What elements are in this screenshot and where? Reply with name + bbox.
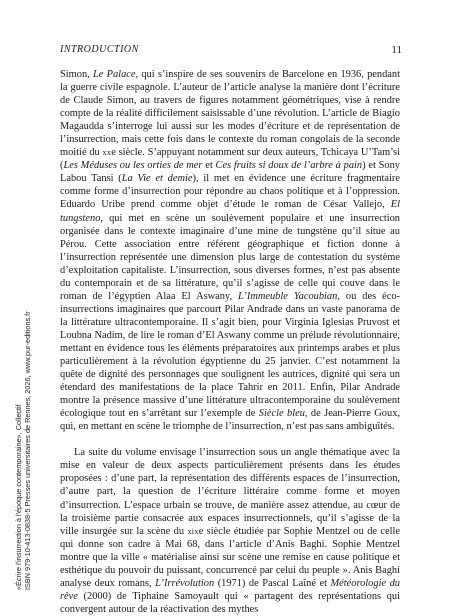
work-title-les-meduses: Les Méduses ou les orties de mer: [63, 160, 203, 172]
work-title-ces-fruits: Ces fruits si doux de l’arbre à pain: [215, 160, 363, 172]
running-head-title: INTRODUCTION: [60, 44, 139, 55]
text-span: , qui s’inspire de ses souvenirs de Barcelone en 1936, pendant la guerre civile espagnole. L’auteur de l’article analyse la manière dont l’écriture de Claude Simon, au travers de figures notamment géométriques, vise à rendre compte de la réalité difficilement saisissable d’une révolution. L’article de Biagio Magaudda s’interroge lui aussi sur les modes d’écriture et de représentation de l’insurrection, mais cette fois dans le contexte du roman congolais de la seconde moitié du: [60, 69, 400, 159]
century-numeral: xx: [102, 148, 112, 158]
paragraph-2: [60, 446, 400, 616]
text-span: , qui met en scène un soulèvement populaire et une insurrection organisée dans le contexte imaginaire d’une mine de tungstène qu’il situe au Pérou. Cette association entre référent géographique et fiction donne à l’insurrection représentée une dimension plus large de contestation du système d’exploitation capitaliste. L’insurrection, sous diverses formes, n’est pas absente du contemporain et de sa littérature, qu’il s’agisse de celle qui couve dans le roman de l’égyptien Alaa El Aswany,: [60, 212, 400, 302]
work-title-el-tungsteno: El tungsteno: [60, 199, 400, 224]
work-title-le-palace: Le Palace: [93, 69, 136, 80]
work-title-irrevolution: L’Irrévolution: [155, 577, 215, 589]
running-head: [60, 44, 400, 58]
century-numeral: xix: [187, 526, 199, 536]
text-span: (2000) de Tiphaine Samoyault qui « partagent des représentations qui convergent autour de la réactivation des mythes: [60, 590, 400, 615]
text-span: ), il met en évidence une écriture fragmentaire comme forme d’insurrection pour répondre au chaos politique et à l’oppression. Eduardo Uribe prend comme objet d’étude le roman de César Vallejo,: [60, 173, 400, 211]
body-text: [60, 68, 400, 616]
text-span: (1971) de Pascal Laîné et: [214, 577, 331, 589]
work-title-siecle-bleu: Siècle bleu: [258, 408, 305, 420]
work-title-immeuble-yacoubian: L’Immeuble Yacoubian: [238, 290, 338, 302]
text-span: Simon,: [60, 69, 93, 80]
work-title-meteorologie-du-reve: Météorologie du rêve: [60, 577, 400, 602]
text-span: et: [202, 160, 216, 172]
page-number: 11: [391, 44, 402, 56]
text-span: e siècle étudiée par Sophie Mentzel ou de celle qui donne son cadre à Mai 68, dans l’article d’Anis Baghi. Sophie Mentzel montre que la ville « matérialise ainsi sur scène une remise en cause politique et esthétique du pouvoir du puissant, concurrencé par celui du peuple ». Anis Baghi analyse deux romans,: [60, 525, 401, 589]
text-span: , ou des éco-insurrections imaginaires que parcourt Pilar Andrade dans un vaste panorama de la littérature ultracontemporaine. Il s’agit bien, pour Virginia Iglesias Pruvost et Loubna Nadim, de lire le roman d’El Aswany comme un prélude révolutionnaire, mettant en évidence tous les éléments préparatoires aux printemps arabes et plus particulièrement à la révolution égyptienne du 25 janvier. C’est notamment la quête de dignité des personnages que soulignent les autrices, dignité qui sera un étendard des manifestations de la place Tahrir en 2011. Enfin, Pilar Andrade montre la présence massive d’une littérature ultracontemporaine du soulèvement écologique tout en s’arrêtant sur l’exemple de: [60, 290, 400, 420]
copyright-sidebar: [0, 0, 32, 609]
paragraph-1: [60, 68, 400, 433]
work-title-la-vie-et-demie: La Vie et demie: [121, 173, 193, 185]
text-span: La suite du volume envisage l’insurrection sous un angle thématique avec la mise en valeur de deux aspects particulièrement présents dans les études proposées : d’une part, la représentation des différents espaces de l’insurrection, d’autre part, la question de l’écriture littéraire comme forme et moyen d’insurrection. L’espace urbain se trouve, de manière assez attendue, au cœur de la troisième partie consacrée aux espaces insurrectionnels, qu’il s’agisse de la ville insurgée sur la scène du: [60, 447, 400, 537]
text-span: e siècle. S’appuyant notamment sur deux auteurs, Tchicaya U’Tam’si (: [60, 147, 400, 172]
text-span: , de Jean-Pierre Goux, qui, en mettant en scène le triomphe de l’insurrection, n’est pas sans ambiguïtés.: [60, 408, 400, 433]
copyright-notice: [14, 311, 32, 590]
copyright-line-1: «Écrire l'insurrection à l'époque contemporaine», Collectif: [14, 404, 23, 590]
copyright-line-2: ISBN 979-10-413-0838-5 Presses universitaires de Rennes, 2026, www.pur-editions.fr: [23, 311, 32, 590]
text-span: ) et Sony Labou Tansi (: [60, 160, 400, 185]
